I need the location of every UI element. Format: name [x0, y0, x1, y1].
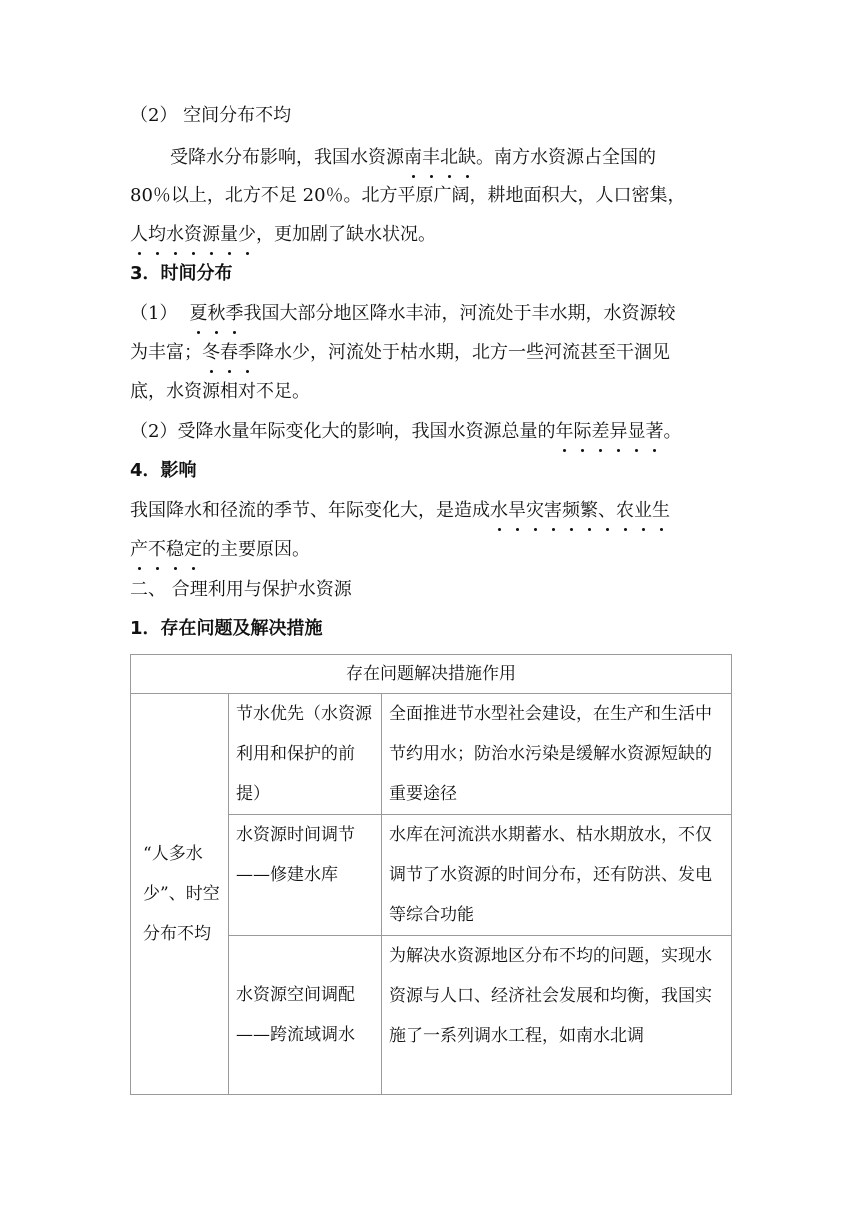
emphasis-text: 冬春季: [202, 342, 256, 363]
text-run: 我国大部分地区降水丰沛，河流处于丰水期，水资源较: [243, 303, 676, 324]
text-run: 为丰富；: [130, 342, 202, 363]
effect-cell: 全面推进节水型社会建设，在生产和生活中节约用水；防治水污染是缓解水资源短缺的重要途径: [382, 694, 732, 815]
paragraph-line: [130, 493, 670, 529]
table-header-cell: 存在问题解决措施作用: [131, 655, 732, 694]
text-run: ，更加剧了缺水状况。: [256, 224, 436, 245]
measure-cell: 水资源空间调配——跨流域调水: [229, 936, 382, 1095]
effect-cell: 为解决水资源地区分布不均的问题，实现水资源与人口、经济社会发展和均衡，我国实施了一系列调水工程，如南水北调: [382, 936, 732, 1095]
emphasis-text: 年际差异显著: [555, 421, 663, 442]
paragraph-line: [130, 335, 670, 371]
heading-impact: 4．影响: [130, 460, 197, 481]
text-run: 。南方水资源占全国的: [476, 147, 656, 168]
effect-cell: 水库在河流洪水期蓄水、枯水期放水，不仅调节了水资源的时间分布，还有防洪、发电等综合功能: [382, 815, 732, 936]
subheading-spatial: （2） 空间分布不均: [130, 105, 292, 126]
text-run: 的主要原因。: [202, 539, 310, 560]
problem-cell: “人多水少”、时空分布不均: [131, 694, 229, 1095]
text-run: 我国降水和径流的季节、年际变化大，是造成: [130, 500, 490, 521]
emphasis-text: 水旱灾害频繁、农业生: [490, 500, 670, 521]
text-run: 受降水分布影响，我国水资源: [170, 147, 404, 168]
measure-cell: 节水优先（水资源利用和保护的前提）: [229, 694, 382, 815]
paragraph-line: 80％以上，北方不足 20％。北方平原广阔，耕地面积大，人口密集，: [130, 185, 686, 206]
paragraph-line: 底，水资源相对不足。: [130, 381, 310, 402]
heading-time-distribution: 3．时间分布: [130, 263, 233, 284]
measures-table: [130, 654, 732, 1095]
emphasis-text: 南丰北缺: [404, 147, 476, 168]
table-row: [131, 694, 732, 815]
emphasis-text: 人均水资源量少: [130, 224, 256, 245]
paragraph-line: [130, 217, 436, 253]
text-run: 。: [663, 421, 682, 442]
measure-cell: 水资源时间调节——修建水库: [229, 815, 382, 936]
paragraph-line: [170, 140, 656, 176]
paragraph-line: [130, 296, 675, 332]
text-run: （2）受降水量年际变化大的影响，我国水资源总量的: [130, 421, 556, 442]
paragraph-line: [130, 414, 681, 450]
heading-problems-measures: 1．存在问题及解决措施: [130, 618, 323, 639]
emphasis-text: 夏秋季: [189, 303, 243, 324]
text-run: （1）: [130, 303, 178, 324]
section-heading: 二、 合理利用与保护水资源: [130, 579, 352, 600]
emphasis-text: 产不稳定: [130, 539, 202, 560]
table-header-row: [131, 655, 732, 694]
paragraph-line: [130, 532, 310, 568]
text-run: 降水少，河流处于枯水期，北方一些河流甚至干涸见: [256, 342, 670, 363]
